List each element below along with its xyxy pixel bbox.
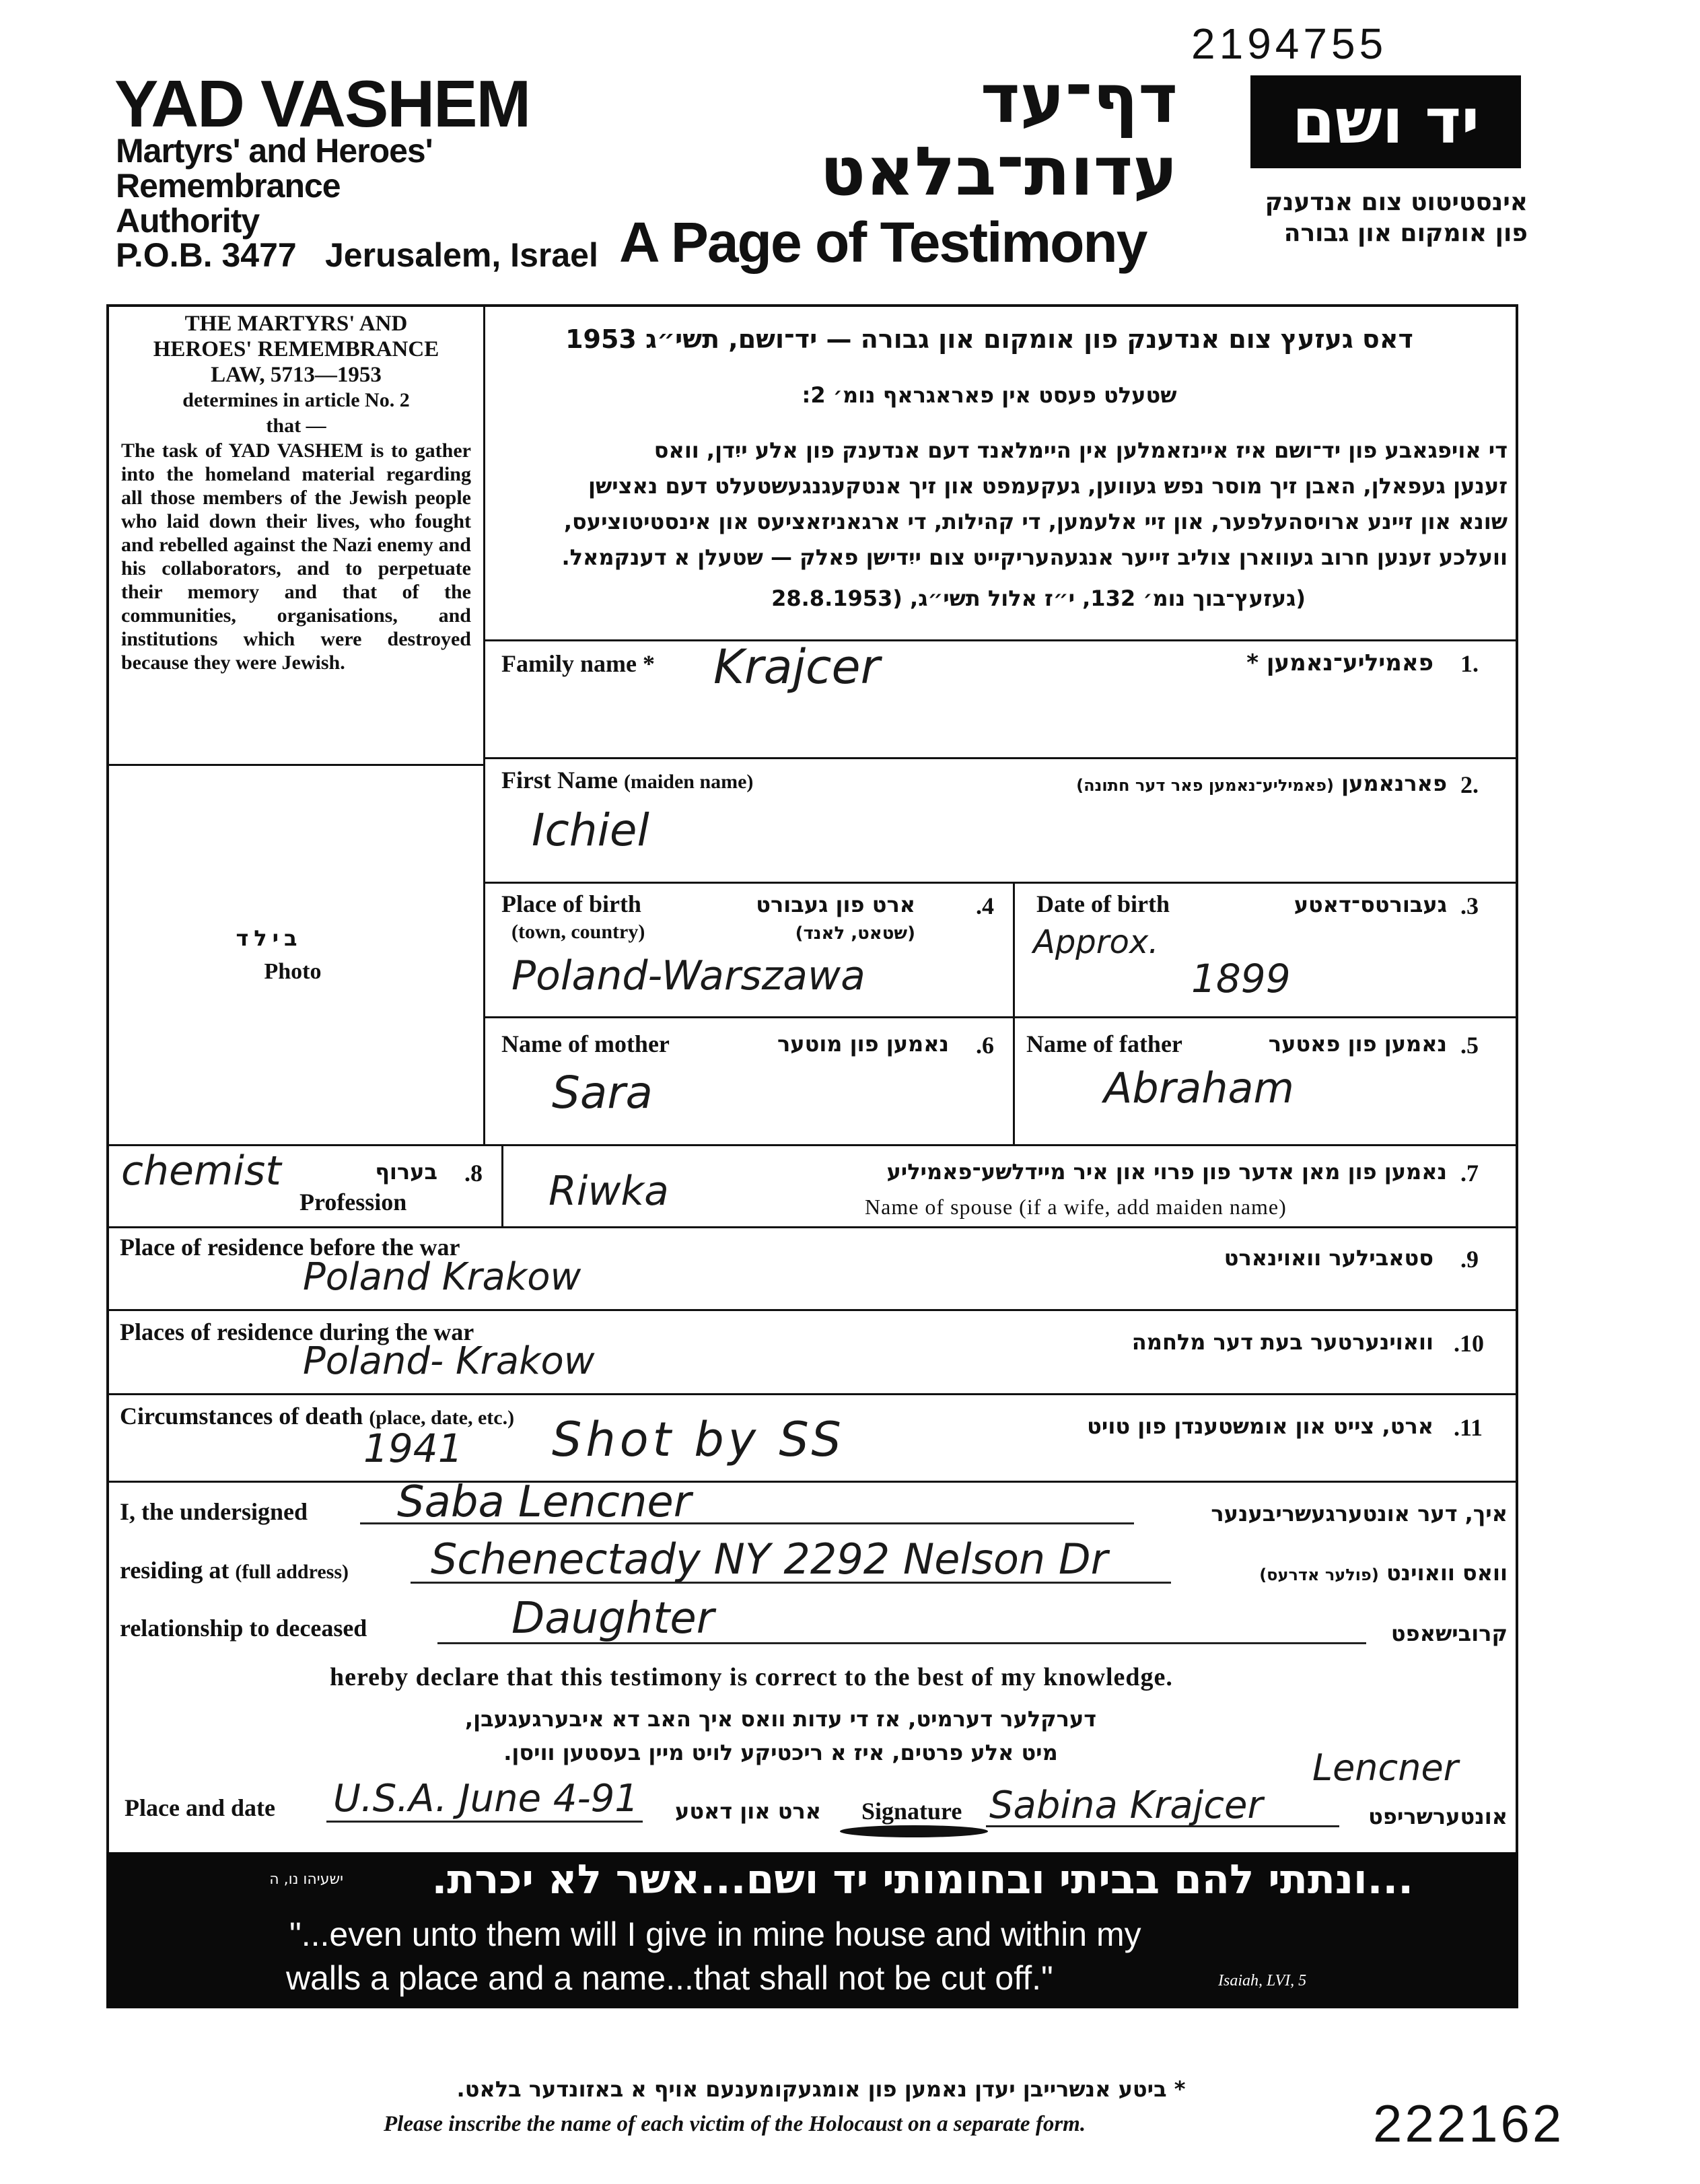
signature-value[interactable]: Sabina Krajcer [989,1784,1263,1827]
row6-bottom [106,1309,1518,1311]
first-name-value[interactable]: Ichiel [532,804,649,856]
mother-name-label: Name of mother [501,1030,670,1057]
family-name-value[interactable]: Krajcer [713,639,880,695]
law-box-line-3: LAW, 5713—1953 [211,363,382,387]
residing-yiddish-sub: (פולער אדרעס) [1259,1565,1379,1584]
photo-label: Photo [264,959,322,984]
place-date-label: Place and date [125,1794,275,1821]
relationship-value[interactable]: Daughter [511,1594,715,1644]
field-11-number: .11 [1454,1414,1483,1441]
law-box-line-2: HEROES' REMEMBRANCE [153,337,439,361]
mother-name-value[interactable]: Sara [552,1067,653,1119]
city: Jerusalem, Israel [325,236,598,274]
org-title: YAD VASHEM [114,67,530,141]
signature-label: Signature [861,1798,962,1825]
circumstances-of-death-label-text: Circumstances of death [120,1403,363,1430]
field-3-number: .3 [1460,892,1479,919]
doc-number-top: 2194755 [1191,20,1388,68]
death-circumstances-value[interactable]: Shot by SS [552,1412,845,1467]
profession-value[interactable]: chemist [121,1148,281,1195]
residing-label-text: residing at [120,1557,229,1584]
law-yiddish-p4: וועלכע זענען חרוב געווארן צוליב זייער אנגעהעריקייט צום ייִדישן פאלק — שטעלן א דענקמאל. [561,544,1508,570]
first-name-label-sub: (maiden name) [623,771,754,793]
form-top-border [106,304,1518,307]
field-5-number: .5 [1460,1032,1479,1059]
hebrew-title-2: עדות־בלאט [820,132,1178,211]
father-name-label: Name of father [1026,1030,1182,1057]
org-subtitle-2: Remembrance [116,167,341,205]
left-column-divider [483,304,485,1146]
field-2-number: 2. [1460,771,1479,798]
banner-hebrew-verse: ...ונתתי להם בביתי ובחומותי יד ושם...אשר לא יכרת. [431,1856,1413,1903]
org-subtitle-1: Martyrs' and Heroes' [116,132,433,170]
row1-bottom [483,757,1518,759]
form-right-border [1516,304,1518,1852]
spouse-yiddish: נאמען פון מאן אדער פון פרוי און איר מיידלשע־פאמיליע [886,1159,1447,1185]
banner-reference-english: Isaiah, LVI, 5 [1218,1972,1307,1989]
law-yiddish-subtitle: שטעלט פעסט אין פאראגראף נומ׳ 2: [802,382,1177,408]
family-name-yiddish: פאמיליע־נאמען * [1246,649,1433,676]
undersigned-label: I, the undersigned [120,1498,308,1525]
date-of-birth-label: Date of birth [1036,890,1170,917]
place-date-line [326,1821,643,1823]
residence-before-war-yiddish: סטאבילער וואוינארט [1224,1245,1433,1271]
row2-bottom [483,882,1518,884]
doc-number-bottom: 222162 [1373,2094,1565,2153]
law-box-line-5: that — [266,415,326,437]
row8-bottom [106,1481,1518,1483]
place-of-birth-yiddish: ארט פון געבורט [756,892,915,917]
first-name-label [501,766,753,794]
row7-bottom [106,1393,1518,1395]
death-year-value[interactable]: 1941 [363,1425,463,1471]
place-of-birth-sub: (town, country) [511,921,645,943]
first-name-yiddish [956,771,1447,796]
law-yiddish-p5: (געזעץ־בוך נומ׳ 132, י״ז אלול תשי״ג, (28.8.1953 [771,586,1306,611]
row3-bottom [483,1016,1518,1018]
signature-smudge [840,1825,988,1837]
profession-yiddish: בערוף [375,1159,437,1185]
place-of-birth-yiddish-sub: (שטאט, לאנד) [795,923,915,944]
family-name-label: Family name * [501,650,655,677]
photo-label-yiddish: בילד [236,925,303,951]
pob: P.O.B. 3477 [116,236,297,274]
law-yiddish-title: דאס געזעץ צום אנדענק פון אומקום און גבורה — יד־ושם, תשי״ג 1953 [565,324,1413,354]
date-of-birth-approx[interactable]: Approx. [1033,923,1159,961]
first-name-yiddish-text: פארנאמען [1341,771,1447,796]
field-8-number: .8 [464,1160,483,1187]
circumstances-of-death-label-sub: (place, date, etc.) [369,1407,515,1429]
profession-label: Profession [299,1189,407,1216]
footer-yiddish-note: * ביטע אנשרייבן יעדן נאמען פון אומגעקומענעם אויף א באזונדער בלאט. [456,2076,1186,2102]
residence-during-war-label: Places of residence during the war [120,1318,474,1345]
residence-during-war-value[interactable]: Poland- Krakow [303,1339,595,1383]
circumstances-of-death-yiddish: ארט, צייט און אומשטענדן פון טויט [1087,1413,1433,1439]
org-subtitle-3: Authority [116,202,260,240]
row5-divider [501,1144,503,1228]
relationship-label: relationship to deceased [120,1615,367,1642]
law-yiddish-p1: די אויפגאבע פון יד־ושם איז איינזאמלען אין היימלאנד דעם אנדענק פון אלע ייִדן, וואס [653,437,1508,463]
signature-yiddish: אונטערשריפט [1368,1804,1508,1829]
row3-4-divider [1013,882,1015,1144]
law-box-line-4: determines in article No. 2 [182,389,410,411]
declaration-yiddish-1: דערקלער דערמיט, אז די עדות וואס איך האב דא איבערגעגעבן, [464,1706,1097,1732]
residing-yiddish [1184,1560,1508,1586]
place-date-value[interactable]: U.S.A. June 4-91 [333,1777,639,1821]
law-box [121,311,471,674]
law-yiddish-p3: שונא און זיינע ארויסהעלפער, און זיי אלעמען, די קהילות, די ארגאניזאציעס און אינסטיטוציעס, [563,509,1508,534]
logo-text: יד ושם [1291,85,1480,157]
relationship-yiddish: קרובישאפט [1390,1621,1508,1646]
undersigned-yiddish: איך, דער אונטערגעשריבענער [1211,1501,1508,1526]
field-6-number: .6 [976,1032,994,1059]
residing-value[interactable]: Schenectady NY 2292 Nelson Dr [431,1535,1108,1584]
first-name-label-text: First Name [501,767,618,794]
law-yiddish-p2: זענען געפאלן, האבן זיך מוסר נפש געווען, געקעמפט און זיך אנטקעגנגעשטעלט דעם נאצישן [588,473,1508,499]
field-10-number: .10 [1454,1330,1484,1357]
banner-english-line-1: "...even unto them will I give in mine house and within my [289,1915,1141,1953]
date-of-birth-yiddish: געבורטס־דאטע [1294,892,1447,917]
residing-label-sub: (full address) [235,1561,349,1583]
field-7-number: .7 [1460,1160,1479,1187]
date-of-birth-value[interactable]: 1899 [1191,956,1291,1001]
residence-before-war-value[interactable]: Poland Krakow [303,1255,581,1299]
hebrew-title-1: דף־עד [980,59,1178,138]
field-9-number: .9 [1460,1246,1479,1273]
residence-before-war-label: Place of residence before the war [120,1234,460,1261]
law-text-bottom [483,639,1518,641]
yiddish-institute-line-2: פון אומקום און גבורה [1283,219,1528,247]
father-name-yiddish: נאמען פון פאטער [1268,1031,1447,1057]
father-name-value[interactable]: Abraham [1104,1063,1294,1113]
residence-during-war-yiddish: וואוינערטער בעת דער מלחמה [1131,1329,1433,1355]
yad-vashem-logo [1250,75,1521,168]
first-name-yiddish-sub: (פאמיליע־נאמען פאר דער חתונה) [1076,776,1334,795]
residing-label [120,1556,349,1584]
undersigned-value[interactable]: Saba Lencner [397,1477,692,1527]
law-box-bottom [106,764,485,766]
place-of-birth-value[interactable]: Poland-Warszawa [511,952,865,999]
yiddish-institute-line-1: אינסטיטוט צום אנדענק [1265,188,1528,216]
signature-extra[interactable]: Lencner [1312,1747,1458,1789]
footer-english-note: Please inscribe the name of each victim of the Holocaust on a separate form. [384,2112,1086,2136]
place-of-birth-label: Place of birth [501,890,641,917]
banner-reference-hebrew: ישעיהו נו, ה [269,1871,343,1888]
law-box-body: The task of YAD VASHEM is to gather into the homeland material regarding all those members of the Jewish people who laid down their lives, who fought and rebelled against the Nazi enemy and his collaborators, and to perpetuate their memory and that of the communities, organisations, and institutions which were destroyed because they were Jewish. [121,439,471,674]
field-1-number: 1. [1460,650,1479,677]
banner-english-line-2: walls a place and a name...that shall not be cut off." [286,1959,1053,1997]
row5-bottom [106,1226,1518,1228]
place-date-yiddish: ארט און דאטע [675,1798,821,1824]
page-title: A Page of Testimony [619,211,1147,274]
residing-yiddish-text: וואס וואוינט [1386,1560,1508,1586]
spouse-label: Name of spouse (if a wife, add maiden name) [865,1195,1287,1219]
row4-bottom [106,1144,1518,1146]
spouse-value[interactable]: Riwka [548,1168,669,1215]
law-box-line-1: THE MARTYRS' AND [184,312,408,336]
declaration-statement: hereby declare that this testimony is correct to the best of my knowledge. [330,1663,1173,1691]
form-left-border [106,304,109,1852]
mother-name-yiddish: נאמען פון מוטער [777,1031,949,1057]
field-4-number: .4 [976,892,994,919]
declaration-yiddish-2: מיט אלע פרטים, איז א ריכטיקע לויט מיין בעסטען וויסן. [503,1740,1058,1765]
